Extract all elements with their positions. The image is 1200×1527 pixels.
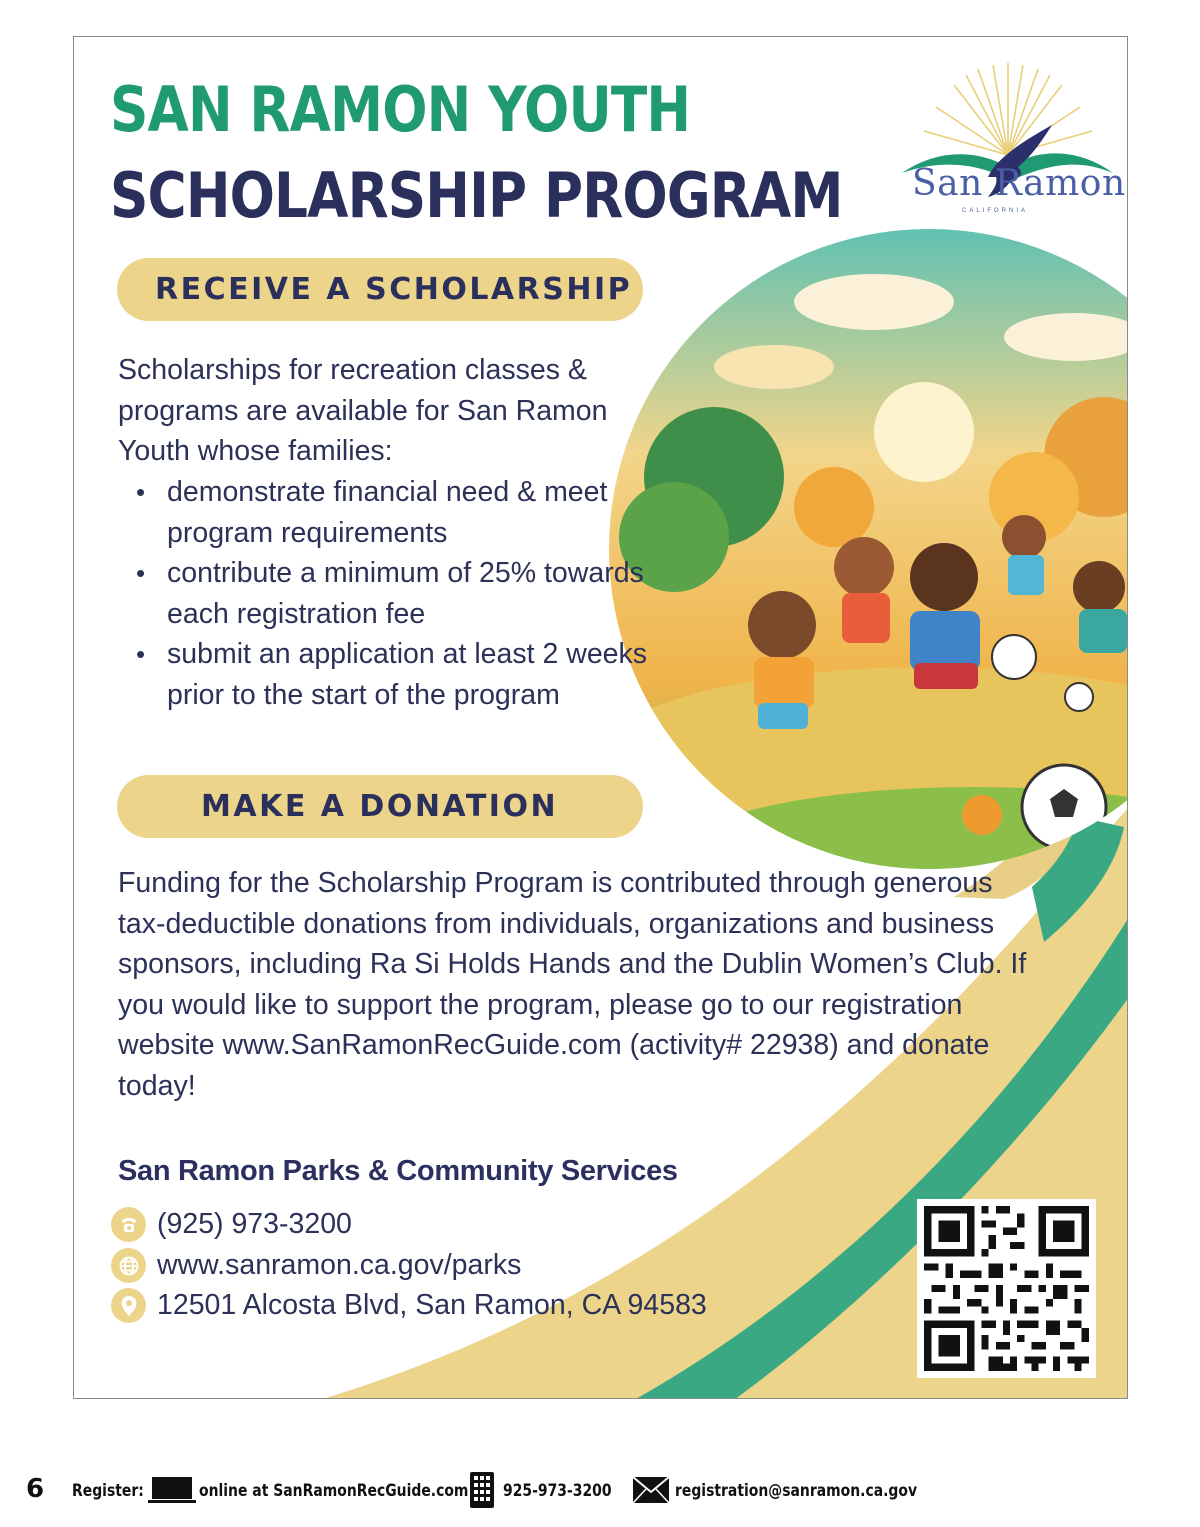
phone-number: (925) 973-3200 [157,1208,352,1240]
list-item: • contribute a minimum of 25% towards each registration fee [134,553,694,634]
title-line-1: SAN RAMON YOUTH [110,73,691,146]
qr-code[interactable] [917,1199,1096,1378]
street-address: 12501 Alcosta Blvd, San Ramon, CA 94583 [157,1289,707,1321]
contact-address [111,1288,707,1323]
globe-icon [111,1248,146,1283]
logo-wordmark: San Ramon [912,163,1126,204]
organization-name: San Ramon Parks & Community Services [118,1155,678,1187]
children-playing-illustration [74,37,1128,1399]
scholarship-flyer [73,36,1128,1399]
website-link[interactable]: www.sanramon.ca.gov/parks [157,1249,522,1281]
make-donation-heading: MAKE A DONATION [117,775,643,838]
logo-subtitle: CALIFORNIA [962,208,1029,214]
receive-scholarship-heading: RECEIVE A SCHOLARSHIP [117,258,643,321]
envelope-icon [632,1476,670,1504]
scholarship-intro: Scholarships for recreation classes & programs are available for San Ramon Youth whose families: [118,354,608,468]
location-pin-icon [111,1288,146,1323]
page-footer [0,1470,1200,1514]
list-item: • demonstrate financial need & meet program requirements [134,472,694,553]
register-label: Register: [72,1481,144,1501]
contact-phone [111,1207,352,1242]
contact-web [111,1248,521,1283]
register-online[interactable]: online at SanRamonRecGuide.com [199,1481,469,1501]
phone-icon [111,1207,146,1242]
register-phone[interactable]: 925-973-3200 [503,1481,612,1501]
register-email[interactable]: registration@sanramon.ca.gov [675,1481,918,1501]
laptop-icon [148,1476,196,1504]
list-item: • submit an application at least 2 weeks prior to the start of the program [134,634,694,715]
eligibility-list [134,472,694,716]
keypad-icon [470,1472,494,1508]
donation-text: Funding for the Scholarship Program is contributed through generous tax-deductible donations from individuals, organizations and business sponsors, including Ra Si Holds Hands and the Dublin Women’s Club. If you would like to support the program, please go to our registration website www.SanRamonRecGuide.com (activity# 22938) and donate today! [118,867,1027,1102]
title-line-2: SCHOLARSHIP PROGRAM [110,159,843,232]
page-number: 6 [26,1474,45,1504]
